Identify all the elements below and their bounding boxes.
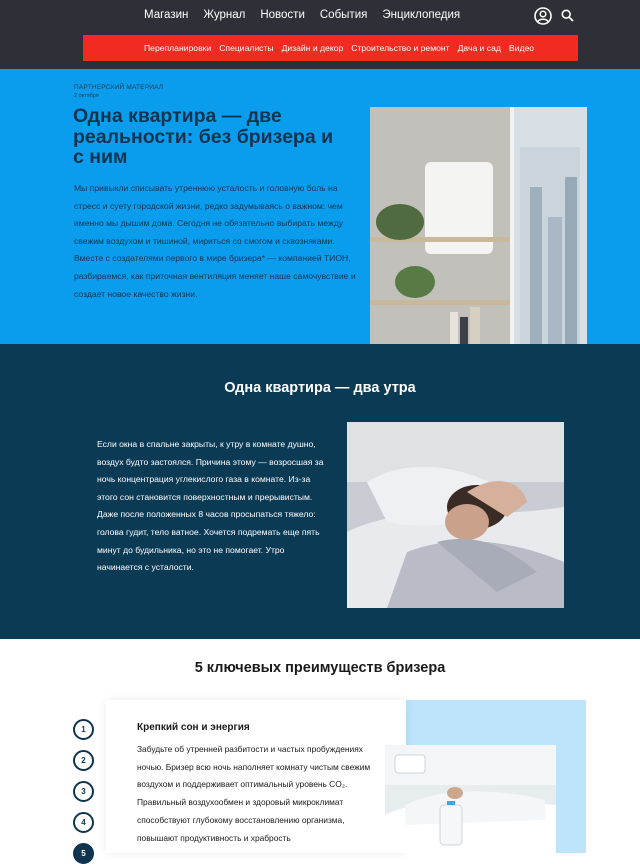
main-nav xyxy=(144,9,460,21)
nav-journal[interactable]: Журнал xyxy=(203,9,246,21)
step-5[interactable]: 5 xyxy=(73,843,94,864)
step-4[interactable]: 4 xyxy=(73,812,94,833)
step-2[interactable]: 2 xyxy=(73,750,94,771)
publish-date: 2 октября xyxy=(74,93,99,99)
advantage-title: Крепкий сон и энергия xyxy=(137,722,250,733)
section-title-mornings: Одна квартира — два утра xyxy=(224,380,416,396)
subnav-design[interactable]: Дизайн и декор xyxy=(281,43,344,53)
nav-shop[interactable]: Магазин xyxy=(144,9,189,21)
nav-encyclopedia[interactable]: Энциклопедия xyxy=(382,9,461,21)
subnav-replanning[interactable]: Перепланировки xyxy=(144,43,212,53)
advantage-text: Забудьте об утренней разбитости и частых пробуждениях ночью. Бризер всю ночь наполняет комнату чистым свежим воздухом и поддерживает оптимальный уровень CO₂. Правильный воздухообмен и здоровый микроклимат способствуют глубокому восстановлению организма, повышают продуктивность и храбрость xyxy=(137,744,371,843)
nav-news[interactable]: Новости xyxy=(260,9,305,21)
subnav-video[interactable]: Видео xyxy=(508,43,535,53)
tired-woman-image xyxy=(347,422,564,608)
subnav-garden[interactable]: Дача и сад xyxy=(457,43,501,53)
subnav-construction[interactable]: Строительство и ремонт xyxy=(351,43,450,53)
nav-events[interactable]: События xyxy=(319,9,368,21)
hero-intro: Мы привыкли списывать утреннюю усталость и головную боль на стресс и суету городской жизни, редко задумываясь о важном: чем именно мы дышим дома. Сегодня не обязательно выбирать между свежим воздухом и тишиной, мириться со смогом и сквозняками. Вместе с создателями первого в мире бризера* — компанией ТИОН, разбираемся, как приточная вентиляция меняет наше самочувствие и создает новое качество жизни. xyxy=(74,183,356,299)
page-title: Одна квартира — две реальности: без бризера и с ним xyxy=(73,105,334,168)
bedroom-breezer-image xyxy=(385,745,556,853)
partner-label: ПАРТНЕРСКИЙ МАТЕРИАЛ xyxy=(74,84,164,91)
section-title-advantages: 5 ключевых преимуществ бризера xyxy=(194,660,446,676)
hero-image-breezer-room xyxy=(370,107,587,369)
mornings-text: Если окна в спальне закрыты, к утру в комнате душно, воздух будто застоялся. Причина этому — возросшая за ночь концентрация углекислого газа в комнате. Из-за этого сон становится поверхностным и прерывистым. Даже после положенных 8 часов просыпаться тяжело: голова гудит, тело ватное. Хочется подремать еще пять минут до будильника, но это не помогает. Утро начинается с усталости. xyxy=(97,439,324,573)
search-icon[interactable] xyxy=(561,9,574,22)
step-1[interactable]: 1 xyxy=(73,719,94,740)
user-icon[interactable] xyxy=(534,7,552,25)
subnav-specialists[interactable]: Специалисты xyxy=(219,43,274,53)
category-nav xyxy=(83,35,578,61)
step-3[interactable]: 3 xyxy=(73,781,94,802)
